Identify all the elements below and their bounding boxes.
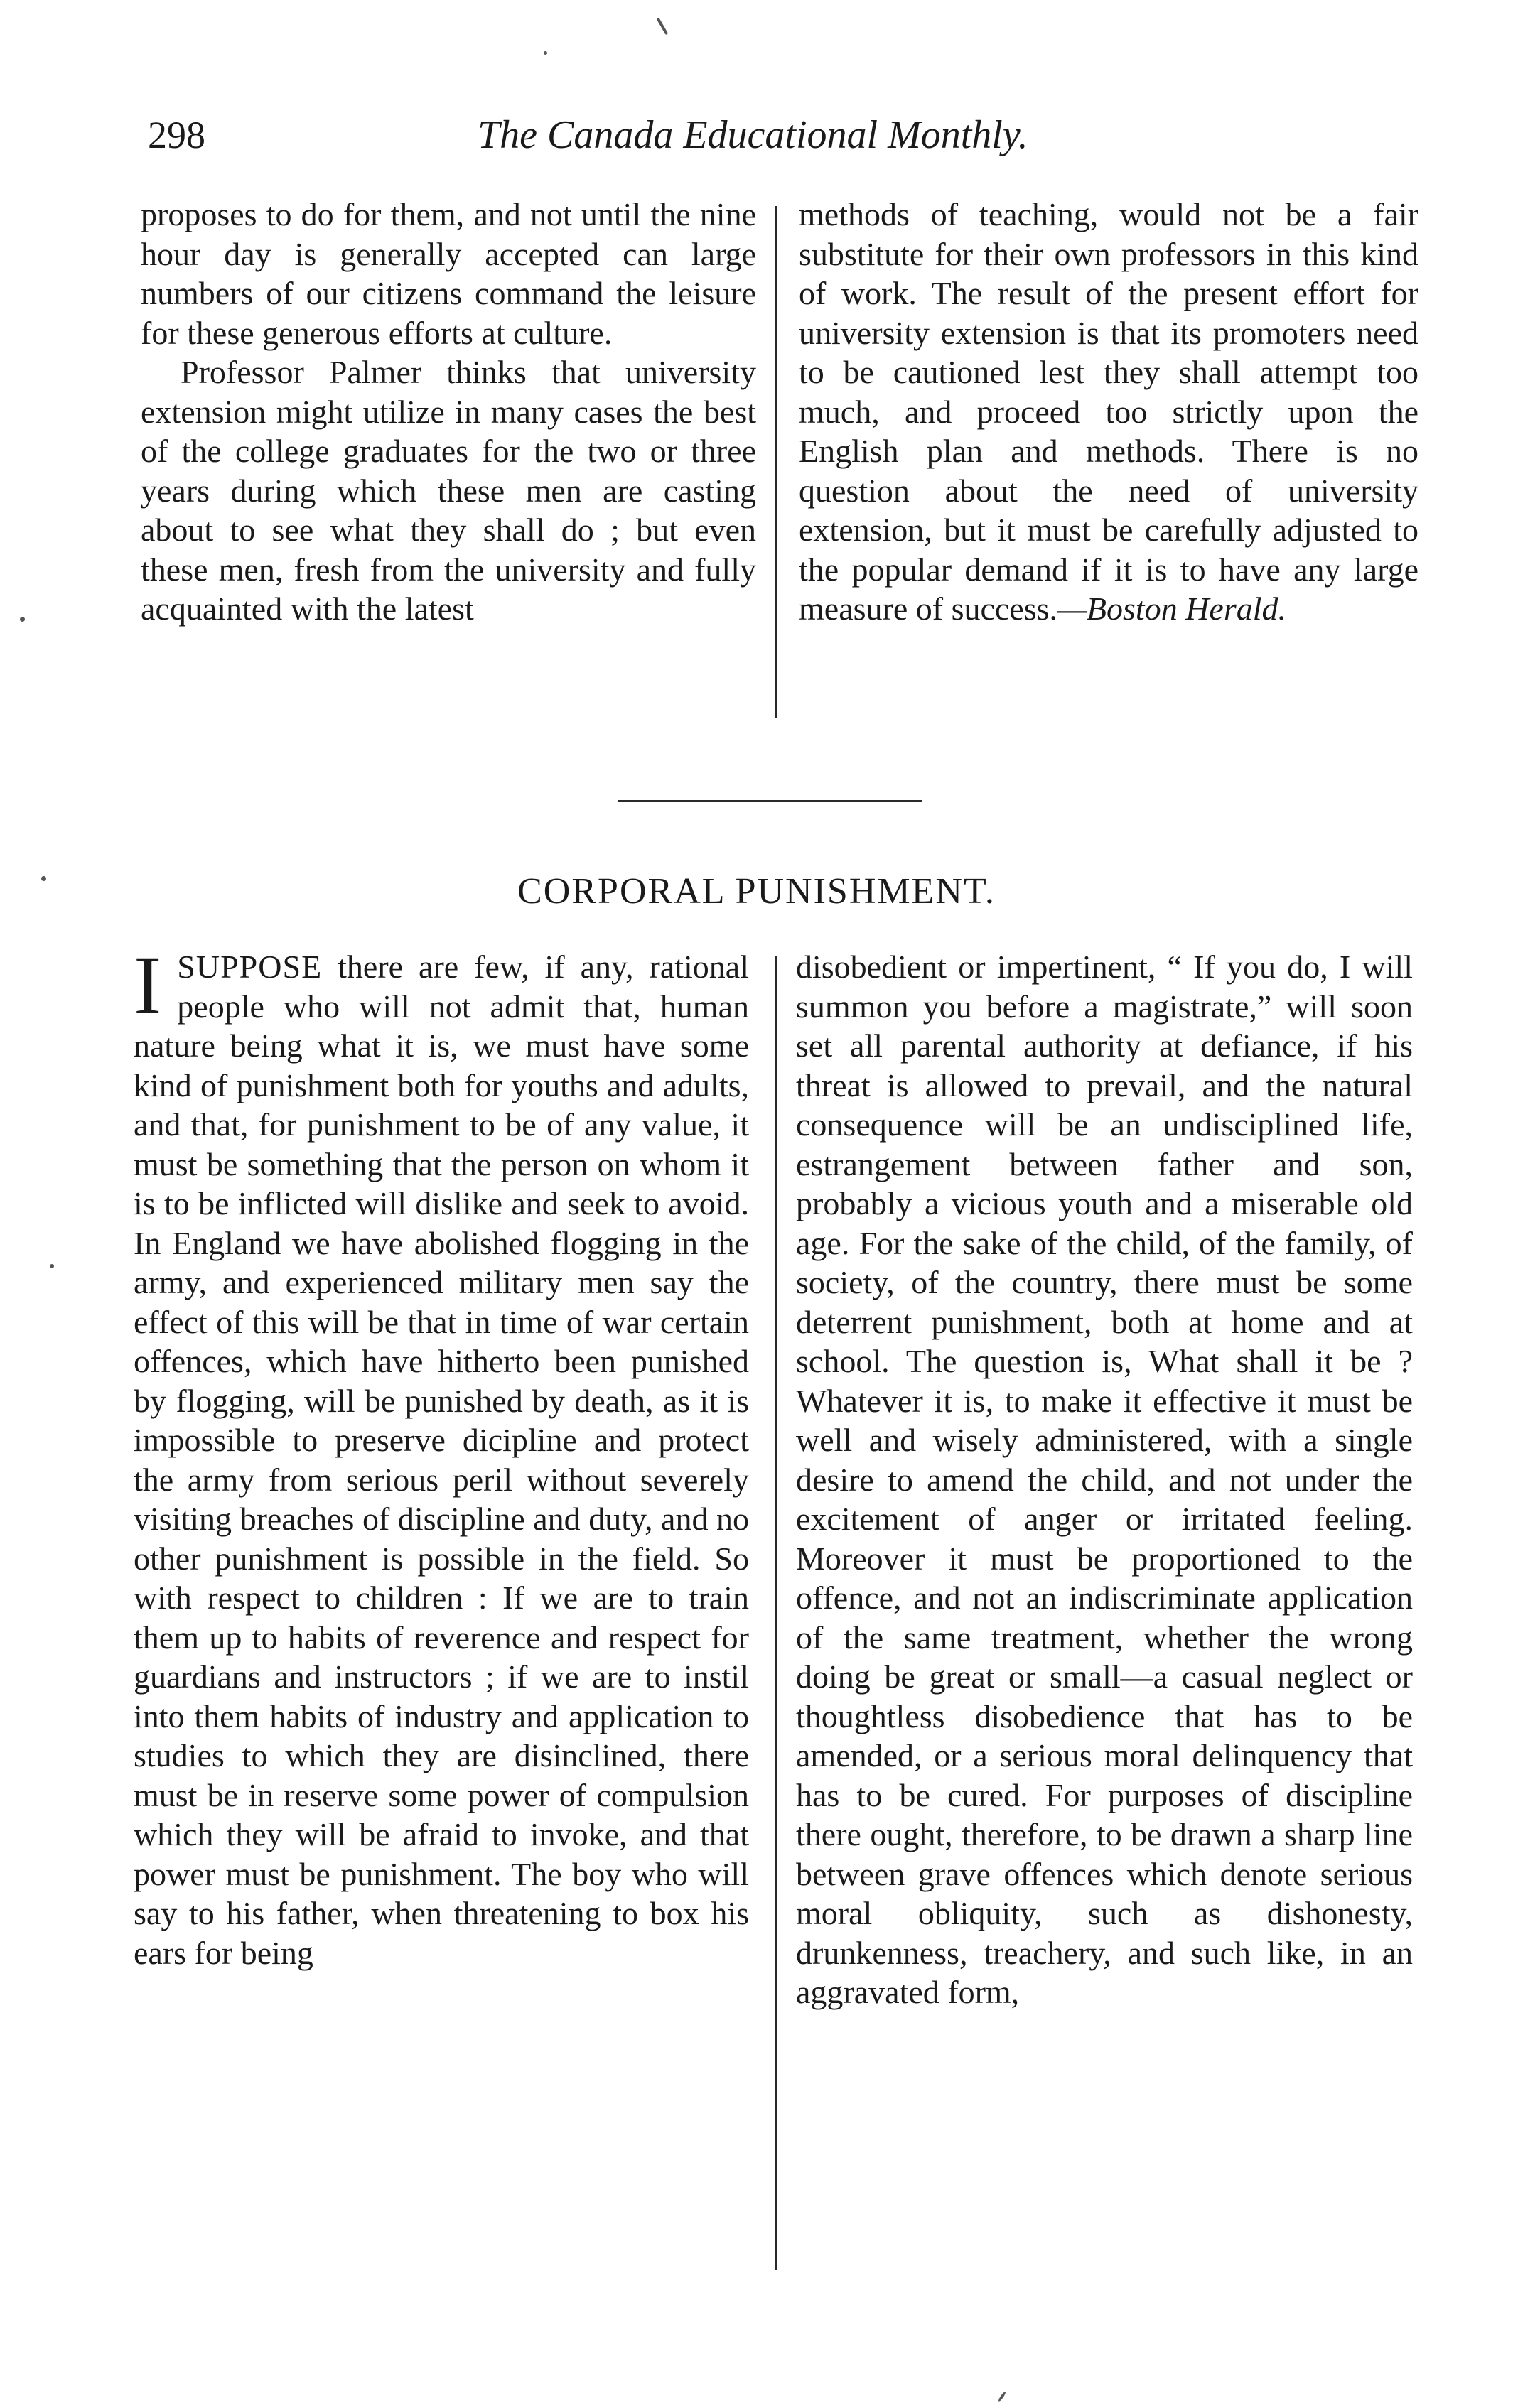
drop-cap: I [134, 939, 162, 1032]
scan-speck [998, 2391, 1006, 2402]
previous-article-left-column [141, 195, 756, 629]
article-right-column [796, 947, 1413, 2012]
scan-speck [41, 876, 46, 881]
source-citation: —Boston Herald. [1057, 590, 1287, 627]
previous-article-right-column [799, 195, 1418, 629]
column-divider [775, 956, 777, 2270]
article-paragraph: disobedient or impertinent, “ If you do, I will summon you before a magistrate,” will soon set all parental authority at defiance, if his threat is allowed to prevail, and the natural consequence will be an undisciplined life, estrangement between father and son, probably a vicious youth and a miserable old age. For the sake of the child, of the family, of society, of the country, there must be some deterrent punishment, both at home and at school. The question is, What shall it be ? Whatever it is, to make it effective it must be well and wisely administered, with a single desire to amend the child, and not under the excitement of anger or irritated feeling. Moreover it must be proportioned to the offence, and not an indiscriminate application of the same treatment, whether the wrong doing be great or small—a casual neglect or thoughtless disobedience that has to be amended, or a serious moral delinquency that has to be cured. For purposes of discipline there ought, therefore, to be drawn a sharp line between grave offences which denote serious moral obliquity, such as dishonesty, drunkenness, treachery, and such like, in an aggravated form, [796, 949, 1413, 2010]
scan-speck [544, 51, 547, 55]
article-paragraph [134, 939, 749, 1972]
scan-speck [50, 1264, 54, 1268]
previous-article-paragraph: Professor Palmer thinks that university extension might utilize in many cases the best of the college graduates for the two or three years during which these men are casting about to see what they shall do ; but even these men, fresh from the university and fully acquainted with the latest [141, 354, 756, 627]
scan-speck [20, 617, 25, 622]
page-number: 298 [148, 114, 205, 156]
article-text: there are few, if any, rational people who will not admit that, human nature being what it is, we must have some kind of punishment both for youths and adults, and that, for punishment to be of any value, it must be something that the person on whom it is to be inflicted will dislike and seek to avoid. In England we have abolished flogging in the army, and experienced military men say the effect of this will be that in time of war certain offences, which have hitherto been punished by flogging, will be punished by death, as it is impossible to preserve dicipline and protect the army from serious peril without severely visiting breaches of discipline and duty, and no other punishment is possible in the field. So with respect to children : If we are to train them up to habits of reverence and respect for guardians and instructors ; if we are to instil into them habits of industry and application to studies to which they are disinclined, there must be in reserve some power of compulsion which they will be afraid to invoke, and that power must be punishment. The boy who will say to his father, when threatening to box his ears for being [134, 949, 749, 1971]
previous-article-paragraph: proposes to do for them, and not until the nine hour day is generally accepted can large numbers of our citizens command the leisure for these generous efforts at culture. [141, 196, 756, 351]
section-divider [618, 800, 922, 802]
scan-speck [657, 18, 668, 36]
article-left-column [134, 939, 749, 1972]
running-head: The Canada Educational Monthly. [478, 113, 1028, 157]
article-title: CORPORAL PUNISHMENT. [517, 871, 996, 912]
previous-article-paragraph [799, 195, 1418, 629]
opening-words: SUPPOSE [177, 949, 323, 985]
previous-article-text: methods of teaching, would not be a fair substitute for their own professors in this kind of work. The result of the present effort for university extension is that its promoters need to be cautioned lest they shall attempt too much, and proceed too strictly upon the English plan and methods. There is no question about the need of university extension, but it must be carefully adjusted to the popular demand if it is to have any large measure of success. [799, 196, 1418, 627]
column-divider [775, 206, 777, 718]
